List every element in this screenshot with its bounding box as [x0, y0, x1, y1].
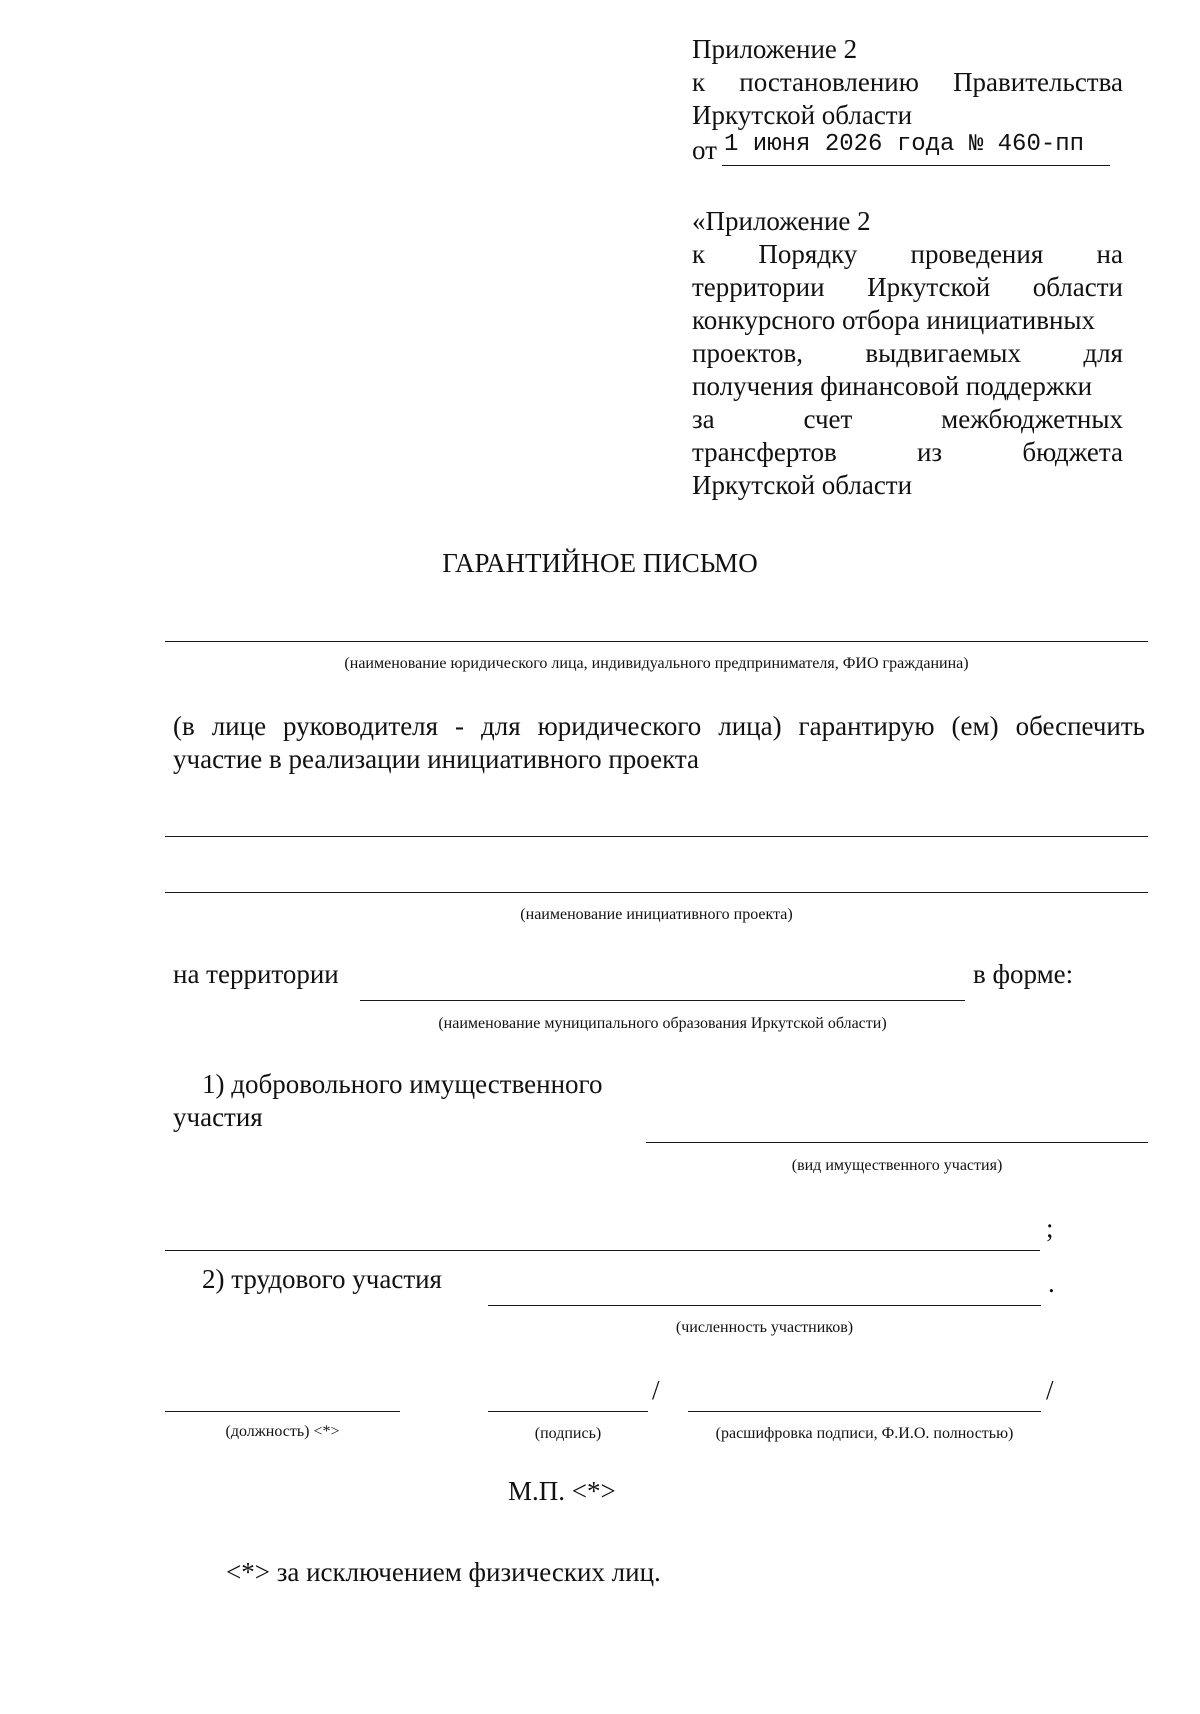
appendix-word: области: [1032, 272, 1123, 302]
date-underline: [722, 165, 1110, 166]
signature-line: [488, 1411, 648, 1412]
appendix-line: [692, 238, 1123, 271]
appendix-line: [692, 271, 1123, 304]
appendix-label: Приложение 2: [692, 34, 858, 64]
decree-line: [692, 66, 1123, 99]
appendix-line: конкурсного отбора инициативных: [692, 305, 1096, 335]
appendix-word: межбюджетных: [941, 404, 1123, 434]
item1-line2: участия: [173, 1102, 263, 1132]
signature-decode-line: [688, 1411, 1041, 1412]
appendix-word: Порядку: [758, 239, 858, 269]
appendix-word: на: [1096, 239, 1123, 269]
form-label: в форме:: [973, 959, 1074, 989]
position-caption: (должность) <*>: [225, 1423, 340, 1440]
appendix-word: из: [916, 437, 943, 467]
project-name-line1: [165, 836, 1148, 837]
appendix-word: бюджета: [1022, 437, 1123, 467]
project-name-caption: (наименование инициативного проекта): [520, 906, 793, 923]
stamp-label: М.П. <*>: [508, 1476, 616, 1506]
appendix-word: к: [692, 239, 706, 269]
decree-word: постановлению: [739, 67, 919, 97]
appendix-line: получения финансовой поддержки: [692, 371, 1093, 401]
entity-name-caption: (наименование юридического лица, индивидуального предпринимателя, ФИО гражданина): [344, 655, 969, 672]
appendix-line: Иркутской области: [692, 470, 913, 500]
appendix-word: трансфертов: [692, 437, 837, 467]
appendix-word: проектов,: [692, 338, 803, 368]
municipality-line: [360, 1000, 965, 1001]
date-prefix: от: [692, 135, 717, 165]
property-type-caption: (вид имущественного участия): [791, 1157, 1003, 1174]
slash-separator: /: [652, 1375, 660, 1405]
item2-period: .: [1048, 1268, 1055, 1298]
appendix-word: Иркутской: [867, 272, 991, 302]
territory-label: на территории: [173, 959, 339, 989]
appendix-line: [692, 436, 1123, 469]
appendix-word: за: [692, 404, 715, 434]
project-name-line2: [165, 892, 1148, 893]
item2-label: 2) трудового участия: [202, 1264, 442, 1294]
decree-date: 1 июня 2026 года № 460-пп: [724, 131, 1085, 158]
appendix-word: проведения: [910, 239, 1044, 269]
appendix-line: [692, 403, 1123, 436]
footnote: <*> за исключением физических лиц.: [226, 1557, 661, 1587]
document-title: ГАРАНТИЙНОЕ ПИСЬМО: [442, 548, 758, 578]
property-detail-line: [165, 1250, 1040, 1251]
region-label: Иркутской области: [692, 100, 913, 130]
slash-separator: /: [1046, 1375, 1054, 1405]
semicolon: ;: [1046, 1213, 1054, 1243]
appendix-line: [692, 337, 1123, 370]
appendix-word: счет: [803, 404, 853, 434]
entity-name-line: [165, 641, 1148, 642]
guarantee-text-line1: (в лице руководителя - для юридического лица) гарантирую (ем) обеспечить: [173, 711, 1145, 741]
appendix-word: для: [1083, 338, 1123, 368]
position-line: [165, 1411, 400, 1412]
appendix-block-title: «Приложение 2: [692, 206, 871, 236]
decree-word: к: [692, 67, 706, 97]
appendix-word: территории: [692, 272, 825, 302]
item1-line1: 1) добровольного имущественного: [202, 1069, 603, 1099]
decree-word: Правительства: [953, 67, 1123, 97]
participants-line: [488, 1305, 1041, 1306]
property-type-line: [646, 1142, 1148, 1143]
participants-caption: (численность участников): [675, 1319, 854, 1336]
municipality-caption: (наименование муниципального образования Иркутской области): [438, 1015, 887, 1032]
guarantee-text-line2: участие в реализации инициативного проекта: [173, 744, 699, 774]
appendix-word: выдвигаемых: [865, 338, 1021, 368]
signature-decode-caption: (расшифровка подписи, Ф.И.О. полностью): [715, 1425, 1014, 1442]
signature-caption: (подпись): [534, 1425, 602, 1442]
